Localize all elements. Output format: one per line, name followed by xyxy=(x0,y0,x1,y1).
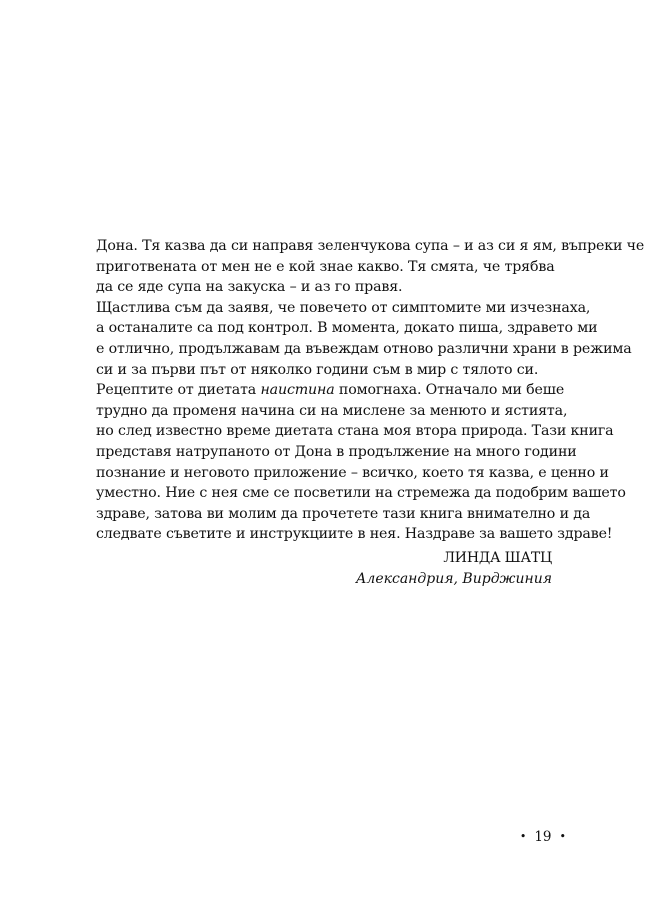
text-line: Щастлива съм да заявя, че повечето от симптомите ми изчезнаха, xyxy=(96,299,591,316)
text-line: Дона. Тя казва да си направя зеленчукова супа – и аз си я ям, въпреки че xyxy=(96,238,645,254)
text-line: познание и неговото приложение – всичко, което тя казва, е ценно и xyxy=(96,464,609,481)
text-line: но след известно време диетата стана моя втора природа. Тази книга xyxy=(96,423,614,440)
text-segment: Рецептите от диетата xyxy=(96,382,261,399)
text-line: е отлично, продължавам да въвеждам отново различни храни в режима xyxy=(96,340,632,357)
text-segment: помогнаха. Отначало ми беше xyxy=(334,382,565,399)
author-signature xyxy=(356,548,552,589)
page-number: 19 xyxy=(534,829,552,845)
text-line: си и за първи път от няколко години съм в мир с тялото си. xyxy=(96,361,539,378)
author-name: ЛИНДА ШАТЦ xyxy=(443,550,552,566)
body-text xyxy=(96,236,645,545)
text-line xyxy=(96,380,565,401)
text-line: здраве, затова ви молим да прочетете тази книга внимателно и да xyxy=(96,505,591,522)
text-line: да се яде супа на закуска – и аз го правя. xyxy=(96,279,403,296)
text-line: представя натрупаното от Дона в продължение на много години xyxy=(96,443,577,460)
page-footer xyxy=(520,829,566,845)
text-line: трудно да променя начина си на мислене за менюто и ястията, xyxy=(96,402,568,419)
bullet-icon: • xyxy=(519,830,527,843)
bullet-icon: • xyxy=(559,830,566,843)
text-line: уместно. Ние с нея сме се посветили на стремежа да подобрим вашето xyxy=(96,485,626,502)
author-location: Александрия, Вирджиния xyxy=(355,570,552,587)
text-line: приготвената от мен не е кой знае какво. Тя смята, че трябва xyxy=(96,258,555,275)
emphasized-word: наистина xyxy=(260,382,335,399)
text-line: следвате съветите и инструкциите в нея. Наздраве за вашето здраве! xyxy=(96,526,613,543)
text-line: а останалите са под контрол. В момента, докато пиша, здравето ми xyxy=(96,320,598,337)
